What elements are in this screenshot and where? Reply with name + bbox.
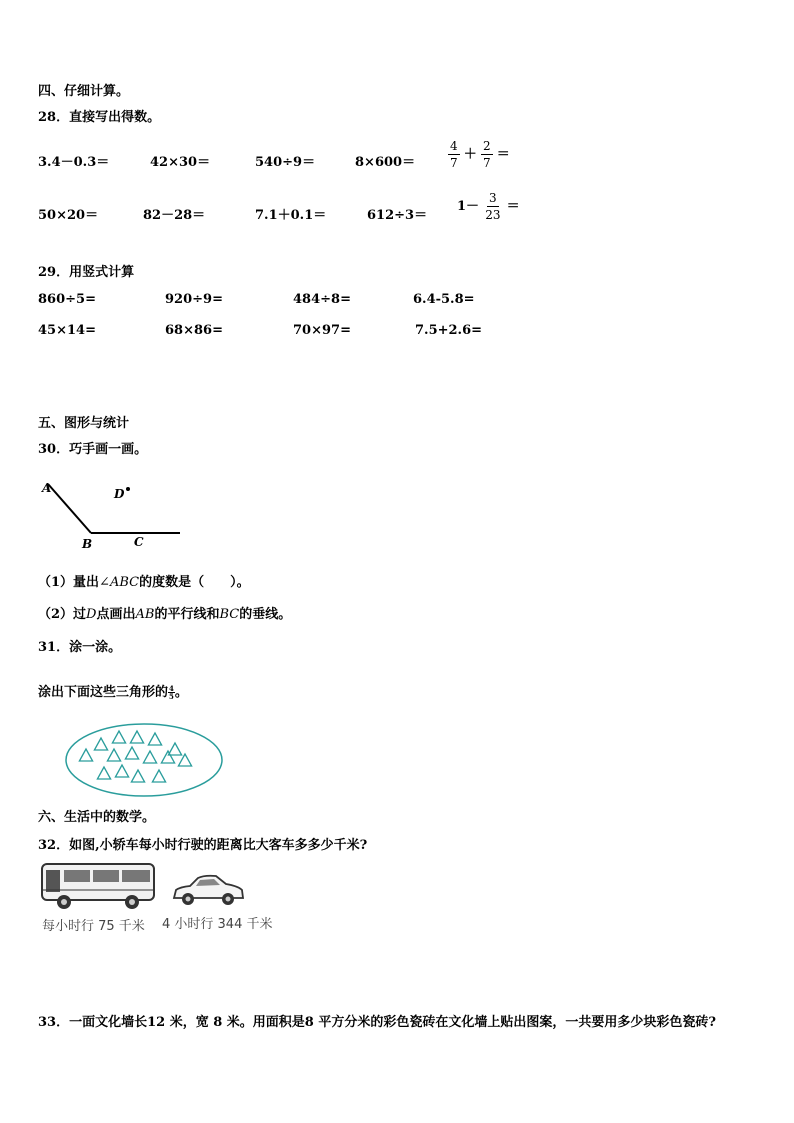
- label-c: C: [134, 535, 144, 549]
- q30-sub1: [38, 571, 250, 590]
- numerator: 4: [450, 139, 458, 153]
- triangle-shape: [79, 749, 92, 761]
- fraction: [483, 192, 502, 221]
- q28-item: 42×30＝: [150, 155, 211, 170]
- text: 。: [174, 685, 188, 700]
- text: （2）过: [38, 607, 87, 622]
- point-symbol: D: [86, 607, 97, 622]
- q28-item: 7.1＋0.1＝: [255, 208, 327, 223]
- triangle-shape: [112, 731, 125, 743]
- q29-item: 70×97=: [293, 323, 351, 338]
- denominator: 7: [482, 156, 491, 170]
- text: 的平行线和: [154, 607, 220, 622]
- label-b: B: [82, 537, 93, 551]
- section-4-title: 四、仔细计算。: [38, 84, 130, 99]
- angle-symbol: ∠ABC: [99, 575, 140, 590]
- text: 的度数是（ ）。: [139, 575, 250, 590]
- q29-item: 7.5+2.6=: [415, 323, 483, 338]
- section-6-title: 六、生活中的数学。: [38, 810, 156, 825]
- equals-sign: ＝: [496, 147, 510, 162]
- text: 点画出: [96, 607, 136, 622]
- label-d: D: [114, 487, 125, 501]
- equals-sign: ＝: [506, 199, 520, 214]
- q28-item: 50×20＝: [38, 208, 99, 223]
- triangle-shape: [97, 767, 110, 779]
- q29-item: 920÷9=: [165, 292, 223, 307]
- numerator: 3: [489, 191, 497, 205]
- triangle-oval-figure: [64, 722, 224, 798]
- numerator: 4: [169, 684, 174, 693]
- triangle-shape: [143, 751, 156, 763]
- triangle-shape: [125, 747, 138, 759]
- triangle-shape: [148, 733, 161, 745]
- denominator: 5: [169, 692, 174, 701]
- plus-sign: ＋: [463, 147, 477, 162]
- bus-icon: [40, 860, 158, 912]
- q28-item: 8×600＝: [355, 155, 416, 170]
- triangle-shape: [94, 738, 107, 750]
- triangle-shape: [131, 770, 144, 782]
- line-symbol: BC: [219, 607, 240, 622]
- q28-fraction-expression: [448, 140, 510, 169]
- q28-item: 82－28＝: [143, 208, 206, 223]
- q29-item: 6.4-5.8=: [413, 292, 475, 307]
- label-a: A: [42, 481, 52, 495]
- fraction: [481, 140, 493, 169]
- triangle-shape: [178, 754, 191, 766]
- text: 的垂线。: [239, 607, 292, 622]
- triangle-shape: [152, 770, 165, 782]
- triangle-shape: [161, 751, 174, 763]
- car-icon: [170, 872, 246, 910]
- q29-item: 860÷5=: [38, 292, 96, 307]
- ray-ba: [48, 484, 91, 533]
- q28-item: 612÷3＝: [367, 208, 428, 223]
- q32-title: 32．如图,小轿车每小时行驶的距离比大客车多多少千米?: [38, 838, 368, 853]
- q30-title: 30．巧手画一画。: [38, 442, 148, 457]
- q28-title: 28．直接写出得数。: [38, 110, 161, 125]
- triangle-shape: [107, 749, 120, 761]
- bus-caption: 每小时行 75 千米: [42, 919, 145, 934]
- q29-item: 68×86=: [165, 323, 223, 338]
- triangle-shape: [168, 743, 181, 755]
- car-caption: 4 小时行 344 千米: [162, 917, 273, 932]
- text: 涂出下面这些三角形的: [38, 685, 169, 700]
- denominator: 23: [485, 208, 501, 222]
- q28-fraction-expression: [457, 192, 520, 221]
- triangle-shape: [130, 731, 143, 743]
- line-symbol: AB: [135, 607, 155, 622]
- triangle-shape: [115, 765, 128, 777]
- denominator: 7: [450, 156, 458, 170]
- leading-term: 1－: [457, 199, 480, 214]
- q29-item: 45×14=: [38, 323, 96, 338]
- numerator: 2: [482, 139, 491, 153]
- q31-instruction: [38, 681, 188, 700]
- q33-title: 33．一面文化墙长12 米，宽 8 米。用面积是8 平方分米的彩色瓷砖在文化墙上贴出图案，一共要用多少块彩色瓷砖?: [38, 1015, 716, 1030]
- section-5-title: 五、图形与统计: [38, 416, 130, 431]
- q29-title: 29．用竖式计算: [38, 265, 135, 280]
- q28-item: 3.4－0.3＝: [38, 155, 110, 170]
- point-d: [126, 487, 130, 491]
- q28-item: 540÷9＝: [255, 155, 316, 170]
- text: （1）量出: [38, 575, 100, 590]
- fraction: [168, 685, 175, 700]
- oval: [66, 724, 222, 796]
- q31-title: 31．涂一涂。: [38, 640, 122, 655]
- fraction: [448, 140, 460, 169]
- q29-item: 484÷8=: [293, 292, 351, 307]
- angle-abc-figure: [36, 474, 186, 554]
- q30-sub2: [38, 603, 291, 622]
